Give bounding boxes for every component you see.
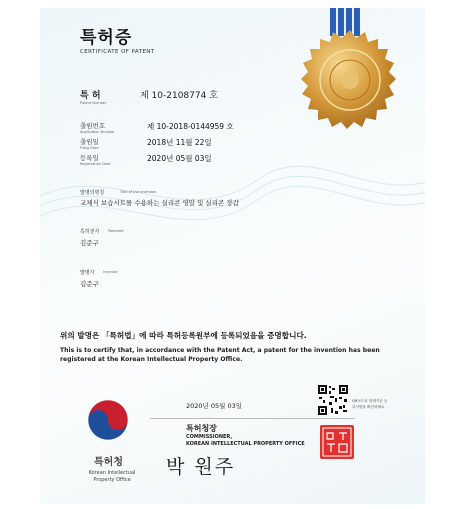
application-number-label-en: Application Number [80,130,115,134]
statement-english: This is to certify that, in accordance with the Patent Act, a patent for the invention has been registered at the Korean Intellectual Property Office. [60,347,380,363]
qr-code-icon [317,384,349,416]
filing-date-label: 출원일 [80,138,99,146]
patentee-value: 김준구 [80,239,99,247]
patent-number-label-en: Patent Number [80,101,107,105]
invention-title-label: 발명의명칭 [80,190,105,196]
filing-date-value: 2018년 11월 22일 [147,138,212,147]
gold-seal-icon [295,28,405,138]
invention-title-value: 교체식 보습시트를 수용하는 실리콘 영말 및 실리콘 장갑 [80,199,239,207]
registration-date-label: 등록일 [80,154,99,162]
commissioner-english-line1: COMMISSIONER, [186,434,233,440]
signature: 박 원주 [166,456,236,478]
statement-korean: 위의 발명은 「특허법」에 따라 특허등록원부에 등록되었음을 증명합니다. [60,331,307,340]
certificate-title: 특허증 [80,28,133,48]
application-number-value: 제 10-2018-0144959 호 [147,122,234,131]
office-name-english: Korean Intellectual Property Office [88,470,136,483]
application-number-label: 출원번호 [80,122,106,130]
patent-number-label: 특 허 [80,91,101,101]
inventor-value: 김준구 [80,280,99,288]
registration-date-value: 2020년 05월 03일 [147,154,212,163]
filing-date-label-en: Filing Date [80,146,99,150]
inventor-label: 발명자 [80,270,95,276]
taegeuk-logo-icon [86,398,130,442]
registration-date-label-en: Registration Date [80,162,111,166]
office-name-korean: 특허청 [94,457,123,468]
certificate-subtitle: CERTIFICATE OF PATENT [80,49,155,55]
qr-note: QR코드로 현재기준 등록사항을 확인하세요 [352,399,388,409]
patentee-label-en: Patentee [108,229,124,233]
commissioner-korean: 특허청장 [186,424,217,433]
footer-divider [150,418,355,419]
issue-date: 2020년 05월 03일 [186,402,243,410]
patent-number-value: 제 10-2108774 호 [140,91,218,101]
inventor-label-en: Inventor [103,270,118,274]
patentee-label: 특허권자 [80,229,100,235]
commissioner-english-line2: KOREAN INTELLECTUAL PROPERTY OFFICE [186,441,305,447]
official-stamp-icon [319,424,355,460]
invention-title-label-en: Title of the Invention [120,190,157,194]
